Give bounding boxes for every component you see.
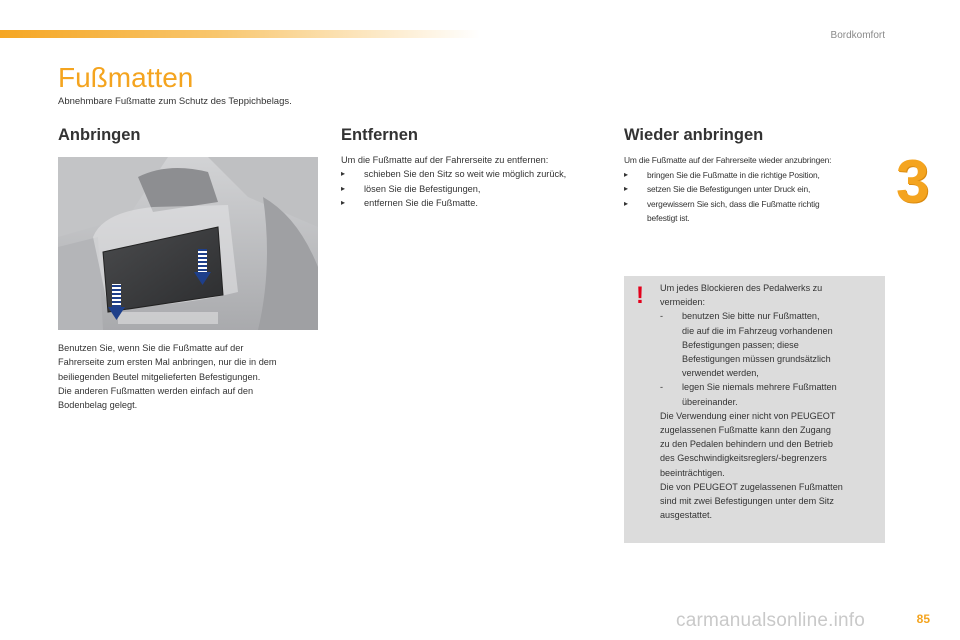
warning-box xyxy=(624,276,885,543)
floor-mat-illustration xyxy=(58,157,318,330)
chapter-number: 3 xyxy=(896,148,930,215)
anbringen-line-3: beiliegenden Beutel mitgelieferten Befestigungen. xyxy=(58,371,261,382)
list-item: ▸ schieben Sie den Sitz so weit wie möglich zurück, xyxy=(341,167,616,181)
floor-mat-photo xyxy=(58,157,318,330)
warning-dash-item-1: - benutzen Sie bitte nur Fußmatten, die auf die im Fahrzeug vorhandenen Befestigungen passen; diese Befestigungen müssen grundsätzlich verwendet werden, xyxy=(660,311,833,379)
anbringen-text xyxy=(58,341,326,412)
heading-anbringen: Anbringen xyxy=(58,126,141,144)
list-item: ▸ bringen Sie die Fußmatte in die richtige Position, xyxy=(624,168,886,183)
heading-entfernen: Entfernen xyxy=(341,126,419,144)
list-item: ▸ lösen Sie die Befestigungen, xyxy=(341,182,616,196)
arrow-bullet-icon: ▸ xyxy=(624,169,628,179)
anbringen-line-2: Fahrerseite zum ersten Mal anbringen, nur die in dem xyxy=(58,357,277,368)
warning-paragraph-2: Die Verwendung einer nicht von PEUGEOT zugelassenen Fußmatte kann den Zugang zu den Pedalen behindern und den Betrieb des Geschwindigkeitsreglers/-begrenzers beeinträchtigen. xyxy=(660,410,836,478)
anbringen-line-1: Benutzen Sie, wenn Sie die Fußmatte auf der xyxy=(58,343,244,353)
wieder-list xyxy=(624,168,886,226)
arrow-bullet-icon: ▸ xyxy=(624,184,628,193)
list-item: ▸ vergewissern Sie sich, dass die Fußmatte richtig befestigt ist. xyxy=(624,198,820,223)
arrow-bullet-icon: ▸ xyxy=(341,197,346,207)
warning-line: vermeiden: xyxy=(660,297,705,308)
warning-text xyxy=(660,281,882,522)
entfernen-list xyxy=(341,167,616,210)
wieder-text xyxy=(624,153,886,226)
arrow-bullet-icon: ▸ xyxy=(341,183,346,193)
page-title: Fußmatten xyxy=(58,62,194,93)
list-item: ▸ setzen Sie die Befestigungen unter Druck ein, xyxy=(624,182,886,197)
arrow-bullet-icon: ▸ xyxy=(624,198,628,208)
warning-dash-item-2: - legen Sie niemals mehrere Fußmatten übereinander. xyxy=(660,382,837,407)
watermark: carmanualsonline.info xyxy=(676,610,866,631)
entfernen-text xyxy=(341,153,616,210)
wieder-intro: Um die Fußmatte auf der Fahrerseite wieder anzubringen: xyxy=(624,155,832,165)
list-item: ▸ entfernen Sie die Fußmatte. xyxy=(341,196,616,210)
warning-exclamation-icon: ! xyxy=(636,282,644,309)
warning-paragraph-3: Die von PEUGEOT zugelassenen Fußmatten sind mit zwei Befestigungen unter dem Sitz ausgestattet. xyxy=(660,481,843,521)
anbringen-line-5: Bodenbelag gelegt. xyxy=(58,400,138,411)
anbringen-line-4: Die anderen Fußmatten werden einfach auf den xyxy=(58,385,254,396)
header-accent-bar xyxy=(0,30,480,38)
warning-line: Um jedes Blockieren des Pedalwerks zu xyxy=(660,283,823,293)
section-label: Bordkomfort xyxy=(830,30,885,41)
heading-wieder-anbringen: Wieder anbringen xyxy=(624,126,764,144)
arrow-bullet-icon: ▸ xyxy=(341,169,346,179)
entfernen-intro: Um die Fußmatte auf der Fahrerseite zu entfernen: xyxy=(341,155,549,165)
page-subtitle: Abnehmbare Fußmatte zum Schutz des Teppichbelags. xyxy=(58,96,292,107)
page-number: 85 xyxy=(916,612,930,626)
